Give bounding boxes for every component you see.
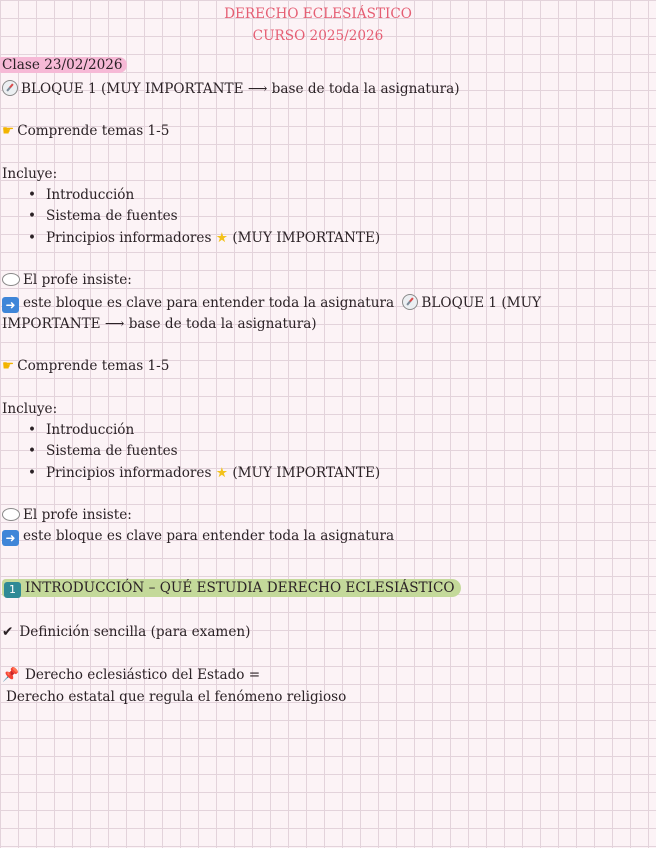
page-title: DERECHO ECLESIÁSTICO — [224, 6, 412, 22]
definition-line-2: Derecho estatal que regula el fenómeno religioso — [6, 689, 347, 705]
list-item-text: Introducción — [46, 187, 135, 203]
list-item-text: Sistema de fuentes — [46, 443, 178, 459]
list-item: • Sistema de fuentes — [28, 208, 178, 224]
class-date-highlight: Clase 23/02/2026 — [0, 57, 127, 73]
checkmark-icon: ✔ — [2, 624, 14, 640]
definition-label-text: Definición sencilla (para examen) — [19, 624, 251, 640]
list-item-text: Introducción — [46, 422, 135, 438]
definition-label — [2, 624, 250, 640]
pushpin-icon: 📌 — [2, 667, 19, 683]
list-item: • Sistema de fuentes — [28, 443, 178, 459]
right-arrow-icon: ➜ — [2, 297, 19, 313]
block1-heading-text: BLOQUE 1 (MUY IMPORTANTE ⟶ base de toda la asignatura) — [21, 81, 460, 97]
list-item-suffix: (MUY IMPORTANTE) — [232, 465, 381, 481]
definition-line-1-text: Derecho eclesiástico del Estado = — [24, 667, 261, 683]
block1-clave — [2, 293, 622, 335]
pointing-hand-icon: ☛ — [2, 358, 15, 374]
clave-text: este bloque es clave para entender toda la asignatura — [23, 528, 395, 544]
list-item: • Principios informadores ★ (MUY IMPORTANTE) — [28, 465, 381, 481]
compass-icon — [402, 294, 418, 310]
clave-continued-heading: BLOQUE 1 (MUY IMPORTANTE ⟶ base de toda la asignatura) — [2, 295, 542, 332]
list-item-suffix: (MUY IMPORTANTE) — [232, 230, 381, 246]
list-item-text: Principios informadores — [46, 230, 212, 246]
comprende-text: Comprende temas 1-5 — [17, 123, 170, 139]
list-item: • Introducción — [28, 187, 135, 203]
definition-line-1 — [2, 667, 260, 683]
page-subtitle: CURSO 2025/2026 — [252, 28, 384, 44]
block1-repeat-clave — [2, 528, 394, 546]
block1-comprende — [2, 123, 169, 139]
section1-heading-text: INTRODUCCIÓN – QUÉ ESTUDIA DERECHO ECLESIÁSTICO — [25, 580, 455, 596]
block1-heading — [2, 80, 460, 97]
block1-repeat-comprende — [2, 358, 169, 374]
list-item: • Introducción — [28, 422, 135, 438]
list-item-text: Principios informadores — [46, 465, 212, 481]
compass-icon — [2, 80, 18, 96]
keycap-one-icon: 1 — [4, 582, 21, 598]
insiste-text: El profe insiste: — [23, 272, 132, 288]
list-item: • Principios informadores ★ (MUY IMPORTANTE) — [28, 230, 381, 246]
speech-bubble-icon — [2, 273, 20, 286]
star-icon: ★ — [215, 230, 228, 246]
pointing-hand-icon: ☛ — [2, 123, 15, 139]
block1-insiste — [2, 272, 132, 288]
block1-repeat-insiste — [2, 507, 132, 523]
class-date — [2, 57, 127, 73]
clave-text: este bloque es clave para entender toda la asignatura — [23, 295, 395, 311]
section1-heading — [2, 580, 461, 598]
insiste-text: El profe insiste: — [23, 507, 132, 523]
right-arrow-icon: ➜ — [2, 530, 19, 546]
list-item-text: Sistema de fuentes — [46, 208, 178, 224]
comprende-text: Comprende temas 1-5 — [17, 358, 170, 374]
speech-bubble-icon — [2, 508, 20, 521]
block1-incluye: Incluye: — [2, 166, 58, 182]
block1-repeat-incluye: Incluye: — [2, 401, 58, 417]
star-icon: ★ — [215, 465, 228, 481]
section1-highlight — [2, 579, 461, 597]
